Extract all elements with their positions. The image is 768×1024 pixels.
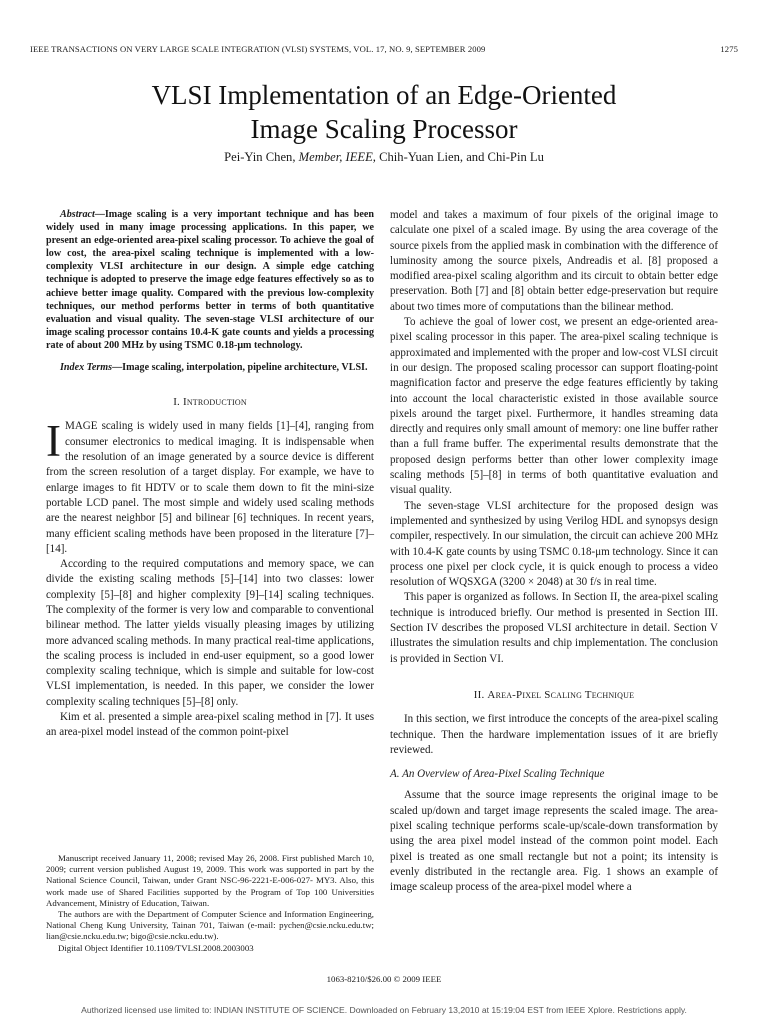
copyright-line: 1063-8210/$26.00 © 2009 IEEE bbox=[326, 974, 442, 984]
intro-paragraph-2: According to the required computations and memory space, we can divide the existing scaling methods [5]–[14] into two classes: lower complexity [5]–[8] and higher complexity [9]–[14] scaling techniques. The complexity of the former is very low and comparable to conventional bilinear method. The latter yields visually pleasing images by utilizing more advanced scaling methods. In many practical real-time applications, the scaling process is included in end-user equipment, so a good lower complexity scaling technique, which is simple and suitable for low-cost VLSI implementation, is needed. In this paper, we consider the lower complexity scaling techniques [5]–[8] only. bbox=[46, 558, 374, 708]
intro-paragraph-1 bbox=[46, 416, 374, 557]
paper-title bbox=[0, 78, 768, 146]
abstract: Abstract—Image scaling is a very important technique and has been widely used in many image processing applications. In this paper, we present an edge-oriented area-pixel scaling processor. To achieve the goal of low cost, the area-pixel scaling technique is implemented with a low-complexity VLSI architecture in our design. A simple edge catching technique is adopted to preserve the image edge features effectively so as to achieve better image quality. Compared with the previous low-complexity techniques, our method performs better in terms of both quantitative evaluation and visual quality. The seven-stage VLSI architecture of our image scaling processor contains 10.4-K gate counts and yields a processing rate of about 200 MHz by using TSMC 0.18-μm technology. bbox=[46, 209, 374, 351]
intro-paragraph-3-continued: model and takes a maximum of four pixels of the original image to calculate one pixel of a scaled image. By using the area coverage of the source pixels from the applied mask in combination with the difference of luminosity among the source pixels, Andreadis et al. [8] proposed a modified area-pixel scaling algorithm and its circuit to obtain better edge preservation. Both [7] and [8] obtain better edge-preservation but require about two times more of computations than the bilinear method. bbox=[390, 209, 718, 313]
section-heading-introduction bbox=[46, 395, 374, 410]
section-2-name: Area-Pixel Scaling Technique bbox=[487, 688, 635, 701]
index-terms-label: Index Terms bbox=[60, 362, 113, 374]
intro-paragraph-5: The seven-stage VLSI architecture for the proposed design was implemented and synthesized by using Verilog HDL and synopsys design compiler, respectively. In our simulation, the circuit can achieve 200 MHz with 10.4-K gate counts by using TSMC 0.18-μm technology. Since it can process one pixel per clock cycle, it is quick enough to process a video resolution of WQSXGA (3200 × 2048) at 30 f/s in real time. bbox=[390, 499, 718, 589]
subsection-heading-overview: A. An Overview of Area-Pixel Scaling Technique bbox=[390, 768, 605, 781]
intro-paragraph-4: To achieve the goal of lower cost, we present an edge-oriented area-pixel scaling processor in this paper. The area-pixel scaling technique is approximated and implemented with the proper and low-cost VLSI circuit in our design. The proposed scaling processor can support floating-point magnification factor and preserve the edge features efficiently by taking into account the local characteristic existed in those available source pixels around the target pixel. Furthermore, it handles streaming data directly and requires only small amount of memory: one line buffer rather than a full frame buffer. The experimental results demonstrate that the proposed design performs better than other lower complexity image scaling methods [5]–[8] in terms of both quantitative evaluation and visual quality. bbox=[390, 316, 718, 497]
title-line-2: Image Scaling Processor bbox=[250, 114, 518, 144]
running-header bbox=[30, 44, 738, 58]
footnote-doi: Digital Object Identifier 10.1109/TVLSI.2008.2003003 bbox=[58, 942, 254, 953]
section-heading-area-pixel bbox=[390, 688, 718, 703]
abstract-text: Image scaling is a very important technique and has been widely used in many image processing applications. In this paper, we present an edge-oriented area-pixel scaling processor. To achieve the goal of low cost, the area-pixel scaling technique is implemented with a low-complexity VLSI architecture in our design. A simple edge catching technique is adopted to preserve the image edge features effectively so as to achieve better image quality. Compared with the previous low-complexity techniques, our method performs better in terms of both quantitative evaluation and visual quality. The seven-stage VLSI architecture of our image scaling processor contains 10.4-K gate counts and yields a processing rate of about 200 MHz by using TSMC 0.18-μm technology. bbox=[46, 209, 374, 351]
section-1-name: Introduction bbox=[182, 396, 247, 409]
section-2-paragraph-2: Assume that the source image represents the original image to be scaled up/down and target image represents the scaled image. The area-pixel scaling technique performs scale-up/scale-down transformation by using the area pixel model instead of the common point model. Each pixel is treated as one small rectangle but not a point; its intensity is evenly distributed in the rectangle area. Fig. 1 shows an example of image scaleup process of the area-pixel model where a bbox=[390, 789, 718, 894]
section-2-numeral: II. bbox=[473, 688, 485, 701]
index-terms-text: Image scaling, interpolation, pipeline architecture, VLSI. bbox=[122, 362, 368, 374]
right-column bbox=[390, 208, 718, 895]
journal-name: IEEE TRANSACTIONS ON VERY LARGE SCALE INTEGRATION (VLSI) SYSTEMS, VOL. 17, NO. 9, SEPTEMBER 2009 bbox=[30, 44, 486, 54]
intro-paragraph-1-text: MAGE scaling is widely used in many fields [1]–[4], ranging from consumer electronics to medical imaging. It is indispensable when the resolution of an image generated by a source device is different from the screen resolution of a target display. For example, we have to enlarge images to fit HDTV or to scale them down to fit the mini-size portable LCD panel. The most simple and widely used scaling methods are the nearest neighbor [5] and bilinear [6] techniques. In recent years, many efficient scaling methods have been proposed in the literature [7]–[14]. bbox=[46, 420, 374, 555]
page-number: 1275 bbox=[720, 44, 738, 54]
section-2-paragraph-1: In this section, we first introduce the concepts of the area-pixel scaling technique. Then the hardware implementation issues of it are briefly reviewed. bbox=[390, 713, 718, 756]
intro-paragraph-6: This paper is organized as follows. In Section II, the area-pixel scaling technique is introduced briefly. Our method is presented in Section III. Section IV describes the proposed VLSI architecture in detail. Section V illustrates the simulation results and chip implementation. The conclusion is provided in Section VI. bbox=[390, 591, 718, 665]
footnote bbox=[46, 853, 374, 954]
left-column bbox=[46, 208, 374, 741]
footnote-manuscript: Manuscript received January 11, 2008; revised May 26, 2008. First published March 10, 2009; current version published August 19, 2009. This work was supported in part by the National Science Council, Taiwan, under Grant NSC-96-2221-E-006-027- MY3. Also, this work made use of Shared Facilities supported by the Program of Top 100 Universities Advancement, Ministry of Education, Taiwan. bbox=[46, 853, 374, 908]
abstract-label: Abstract bbox=[60, 209, 95, 220]
author-1: Pei-Yin Chen, bbox=[224, 150, 296, 164]
title-line-1: VLSI Implementation of an Edge-Oriented bbox=[151, 80, 617, 110]
license-notice: Authorized licensed use limited to: INDIAN INSTITUTE OF SCIENCE. Downloaded on February 13,2010 at 15:19:04 EST from IEEE Xplore. Restrictions apply. bbox=[81, 1005, 687, 1015]
author-2: Chih-Yuan Lien, and bbox=[379, 150, 485, 164]
author-1-membership: Member, IEEE, bbox=[298, 150, 376, 164]
author-3: Chi-Pin Lu bbox=[487, 150, 544, 164]
drop-cap: I bbox=[46, 416, 61, 467]
intro-paragraph-3: Kim et al. presented a simple area-pixel scaling method in [7]. It uses an area-pixel model instead of the common point-pixel bbox=[46, 711, 374, 739]
section-1-numeral: I. bbox=[173, 396, 181, 409]
author-list bbox=[0, 150, 768, 165]
index-terms: Index Terms—Image scaling, interpolation, pipeline architecture, VLSI. bbox=[60, 362, 368, 374]
footnote-affiliation: The authors are with the Department of Computer Science and Information Engineering, National Cheng Kung University, Tainan 701, Taiwan (e-mail: pychen@csie.ncku.edu.tw; lian@csie.ncku.edu.tw; bigo@csie.ncku.edu.tw). bbox=[46, 909, 374, 942]
